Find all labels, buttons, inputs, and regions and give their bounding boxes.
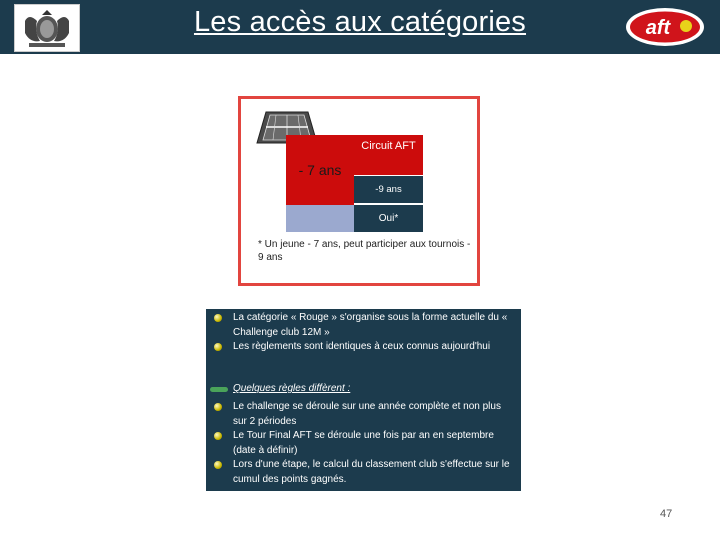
page-title: Les accès aux catégories bbox=[193, 6, 527, 38]
age-seven-cell: - 7 ans bbox=[286, 135, 354, 205]
dash-bullet-icon bbox=[210, 387, 228, 392]
bullet-icon bbox=[214, 403, 222, 411]
bullet-icon bbox=[214, 432, 222, 440]
info-subitem: Le challenge se déroule sur une année complète et non plus sur 2 périodes bbox=[233, 401, 501, 427]
aft-logo-text: aft bbox=[645, 17, 671, 39]
aft-logo bbox=[624, 6, 706, 48]
circuit-aft-cell: Circuit AFT bbox=[354, 135, 423, 175]
rules-info-box bbox=[206, 309, 521, 491]
bullet-icon bbox=[214, 343, 222, 351]
info-subtitle: Quelques règles diffèrent : bbox=[233, 383, 351, 394]
info-subitem: Le Tour Final AFT se déroule une fois par an en septembre (date à définir) bbox=[233, 430, 494, 456]
page-number: 47 bbox=[660, 508, 673, 520]
blue-category-cell bbox=[286, 205, 354, 232]
bullet-icon bbox=[214, 314, 222, 322]
header-bar bbox=[0, 0, 720, 54]
info-item: Les règlements sont identiques à ceux connus aujourd'hui bbox=[233, 341, 491, 352]
info-item: La catégorie « Rouge » s'organise sous la forme actuelle du « Challenge club 12M » bbox=[233, 312, 508, 338]
footnote-text: * Un jeune - 7 ans, peut participer aux tournois - 9 ans bbox=[258, 239, 471, 263]
oui-cell: Oui* bbox=[354, 205, 423, 232]
bullet-icon bbox=[214, 461, 222, 469]
age-nine-cell: -9 ans bbox=[354, 176, 423, 203]
info-subitem: Lors d'une étape, le calcul du classement club s'effectue sur le cumul des points gagnés. bbox=[233, 459, 510, 485]
